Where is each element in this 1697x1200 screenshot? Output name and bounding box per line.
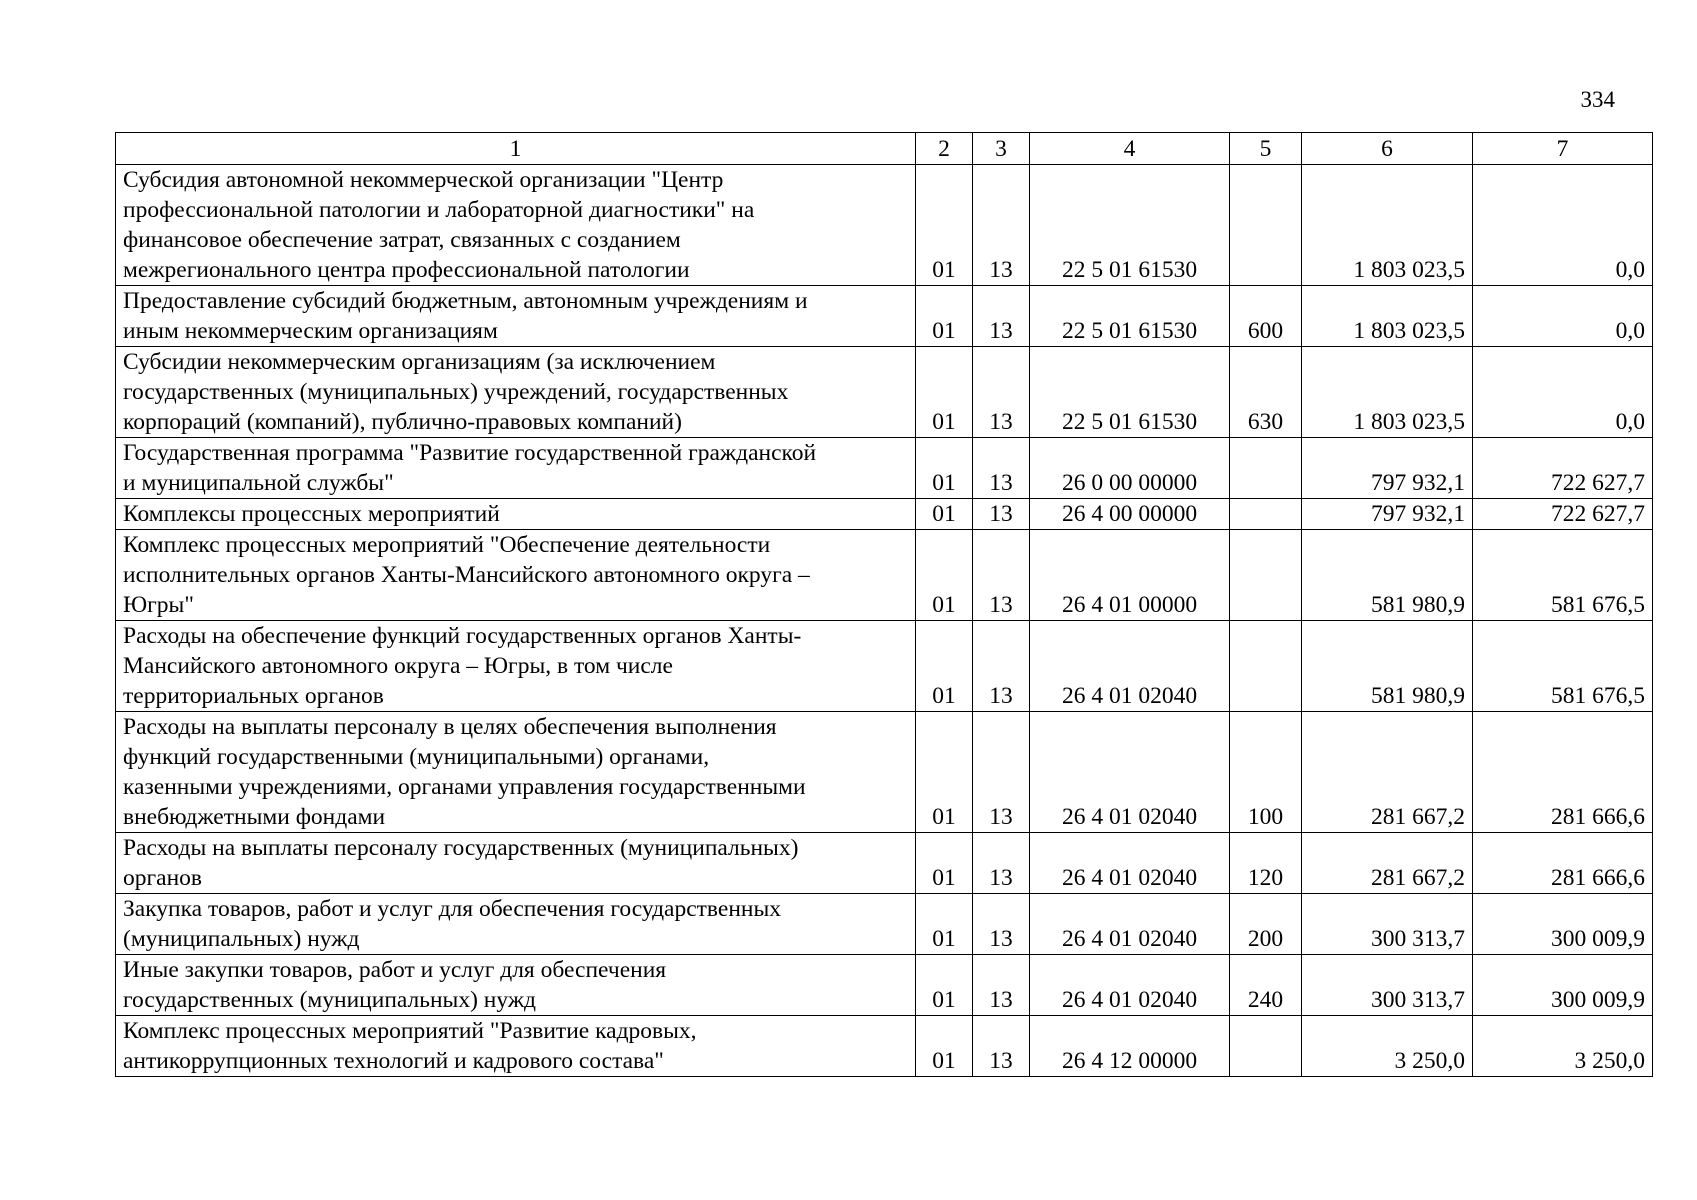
item-name-line: территориальных органов [123, 683, 384, 709]
cell-amount-year-1: 1 803 023,5 [1302, 347, 1473, 438]
cell-item-name [116, 833, 916, 894]
cell-amount-year-1: 1 803 023,5 [1302, 165, 1473, 286]
item-name-line: государственных (муниципальных) учреждений, государственных [123, 379, 789, 405]
item-name-line: Субсидия автономной некоммерческой организации "Центр [123, 167, 724, 193]
item-name-line: иным некоммерческим организациям [123, 318, 498, 344]
cell-expense-type: 240 [1230, 955, 1302, 1016]
cell-subsection: 13 [973, 955, 1030, 1016]
cell-expense-type [1230, 165, 1302, 286]
cell-amount-year-1: 581 980,9 [1302, 621, 1473, 712]
cell-target-article: 22 5 01 61530 [1030, 347, 1230, 438]
table-row [116, 165, 1653, 286]
cell-subsection: 13 [973, 286, 1030, 347]
table-row [116, 438, 1653, 499]
table-row [116, 621, 1653, 712]
cell-section: 01 [916, 347, 973, 438]
cell-item-name [116, 1016, 916, 1077]
cell-amount-year-1: 300 313,7 [1302, 955, 1473, 1016]
cell-expense-type [1230, 499, 1302, 530]
header-col-1: 1 [116, 133, 916, 165]
header-col-5: 5 [1230, 133, 1302, 165]
cell-section: 01 [916, 530, 973, 621]
table-header-row [116, 133, 1653, 165]
cell-target-article: 26 4 01 02040 [1030, 712, 1230, 833]
item-name-line: Комплексы процессных мероприятий [123, 501, 500, 527]
item-name-line: Расходы на выплаты персоналу государственных (муниципальных) [123, 835, 799, 861]
cell-subsection: 13 [973, 1016, 1030, 1077]
table-row [116, 894, 1653, 955]
table-row [116, 499, 1653, 530]
item-name-line: Комплекс процессных мероприятий "Обеспечение деятельности [123, 532, 771, 558]
item-name-line: антикоррупционных технологий и кадрового состава" [123, 1048, 664, 1074]
item-name-line: и муниципальной службы" [123, 470, 394, 496]
cell-section: 01 [916, 621, 973, 712]
cell-expense-type [1230, 438, 1302, 499]
header-col-2: 2 [916, 133, 973, 165]
cell-section: 01 [916, 955, 973, 1016]
cell-expense-type: 600 [1230, 286, 1302, 347]
item-name-line: государственных (муниципальных) нужд [123, 987, 537, 1013]
item-name-line: функций государственными (муниципальными) органами, [123, 744, 710, 770]
cell-section: 01 [916, 1016, 973, 1077]
cell-item-name [116, 712, 916, 833]
cell-subsection: 13 [973, 530, 1030, 621]
cell-item-name [116, 621, 916, 712]
cell-amount-year-2: 581 676,5 [1473, 621, 1653, 712]
item-name-line: Закупка товаров, работ и услуг для обеспечения государственных [123, 896, 782, 922]
item-name-line: Субсидии некоммерческим организациям (за исключением [123, 349, 716, 375]
cell-amount-year-2: 0,0 [1473, 286, 1653, 347]
cell-expense-type: 120 [1230, 833, 1302, 894]
item-name-line: Иные закупки товаров, работ и услуг для обеспечения [123, 957, 667, 983]
cell-subsection: 13 [973, 712, 1030, 833]
cell-subsection: 13 [973, 347, 1030, 438]
cell-amount-year-1: 300 313,7 [1302, 894, 1473, 955]
cell-section: 01 [916, 286, 973, 347]
cell-target-article: 26 4 01 02040 [1030, 621, 1230, 712]
cell-target-article: 26 4 00 00000 [1030, 499, 1230, 530]
cell-amount-year-2: 0,0 [1473, 165, 1653, 286]
cell-item-name [116, 955, 916, 1016]
cell-amount-year-2: 281 666,6 [1473, 833, 1653, 894]
cell-section: 01 [916, 438, 973, 499]
cell-target-article: 22 5 01 61530 [1030, 165, 1230, 286]
cell-amount-year-2: 281 666,6 [1473, 712, 1653, 833]
item-name-line: финансовое обеспечение затрат, связанных с созданием [123, 227, 681, 253]
cell-target-article: 26 4 01 02040 [1030, 894, 1230, 955]
header-col-3: 3 [973, 133, 1030, 165]
cell-amount-year-2: 722 627,7 [1473, 438, 1653, 499]
cell-amount-year-2: 3 250,0 [1473, 1016, 1653, 1077]
item-name-line: казенными учреждениями, органами управления государственными [123, 774, 806, 800]
cell-section: 01 [916, 833, 973, 894]
item-name-line: корпораций (компаний), публично-правовых компаний) [123, 409, 682, 435]
item-name-line: Мансийского автономного округа – Югры, в том числе [123, 653, 673, 679]
cell-section: 01 [916, 165, 973, 286]
cell-section: 01 [916, 894, 973, 955]
item-name-line: исполнительных органов Ханты-Мансийского автономного округа – [123, 562, 810, 588]
cell-subsection: 13 [973, 499, 1030, 530]
header-col-7: 7 [1473, 133, 1653, 165]
table-row [116, 1016, 1653, 1077]
cell-section: 01 [916, 499, 973, 530]
item-name-line: Государственная программа "Развитие государственной гражданской [123, 440, 817, 466]
item-name-line: профессиональной патологии и лабораторной диагностики" на [123, 197, 755, 223]
cell-amount-year-2: 0,0 [1473, 347, 1653, 438]
cell-expense-type [1230, 621, 1302, 712]
page-number: 334 [1580, 87, 1615, 112]
table-row [116, 712, 1653, 833]
table-row [116, 286, 1653, 347]
cell-target-article: 26 0 00 00000 [1030, 438, 1230, 499]
item-name-line: органов [123, 865, 202, 891]
header-col-4: 4 [1030, 133, 1230, 165]
item-name-line: внебюджетными фондами [123, 804, 386, 830]
item-name-line: Расходы на выплаты персоналу в целях обеспечения выполнения [123, 714, 777, 740]
cell-expense-type: 630 [1230, 347, 1302, 438]
cell-amount-year-2: 300 009,9 [1473, 894, 1653, 955]
cell-amount-year-1: 3 250,0 [1302, 1016, 1473, 1077]
cell-amount-year-1: 581 980,9 [1302, 530, 1473, 621]
cell-target-article: 26 4 12 00000 [1030, 1016, 1230, 1077]
table-row [116, 530, 1653, 621]
item-name-line: Предоставление субсидий бюджетным, автономным учреждениям и [123, 288, 808, 314]
header-col-6: 6 [1302, 133, 1473, 165]
cell-subsection: 13 [973, 621, 1030, 712]
cell-item-name [116, 894, 916, 955]
cell-expense-type: 100 [1230, 712, 1302, 833]
cell-target-article: 26 4 01 02040 [1030, 833, 1230, 894]
cell-section: 01 [916, 712, 973, 833]
cell-amount-year-1: 797 932,1 [1302, 438, 1473, 499]
cell-target-article: 26 4 01 00000 [1030, 530, 1230, 621]
cell-subsection: 13 [973, 438, 1030, 499]
item-name-line: (муниципальных) нужд [123, 926, 360, 952]
cell-target-article: 26 4 01 02040 [1030, 955, 1230, 1016]
cell-item-name [116, 499, 916, 530]
cell-item-name [116, 165, 916, 286]
cell-subsection: 13 [973, 833, 1030, 894]
cell-item-name [116, 286, 916, 347]
table-row [116, 347, 1653, 438]
cell-amount-year-2: 581 676,5 [1473, 530, 1653, 621]
item-name-line: Югры" [123, 592, 194, 618]
cell-expense-type [1230, 1016, 1302, 1077]
cell-item-name [116, 530, 916, 621]
cell-amount-year-2: 300 009,9 [1473, 955, 1653, 1016]
cell-item-name [116, 438, 916, 499]
budget-table [115, 132, 1653, 1077]
table-row [116, 955, 1653, 1016]
cell-amount-year-1: 281 667,2 [1302, 833, 1473, 894]
cell-expense-type: 200 [1230, 894, 1302, 955]
cell-expense-type [1230, 530, 1302, 621]
item-name-line: Расходы на обеспечение функций государственных органов Ханты- [123, 623, 802, 649]
item-name-line: Комплекс процессных мероприятий "Развитие кадровых, [123, 1018, 697, 1044]
cell-amount-year-2: 722 627,7 [1473, 499, 1653, 530]
item-name-line: межрегионального центра профессиональной патологии [123, 257, 690, 283]
cell-amount-year-1: 281 667,2 [1302, 712, 1473, 833]
cell-amount-year-1: 797 932,1 [1302, 499, 1473, 530]
cell-subsection: 13 [973, 165, 1030, 286]
cell-target-article: 22 5 01 61530 [1030, 286, 1230, 347]
cell-item-name [116, 347, 916, 438]
table-row [116, 833, 1653, 894]
cell-amount-year-1: 1 803 023,5 [1302, 286, 1473, 347]
cell-subsection: 13 [973, 894, 1030, 955]
